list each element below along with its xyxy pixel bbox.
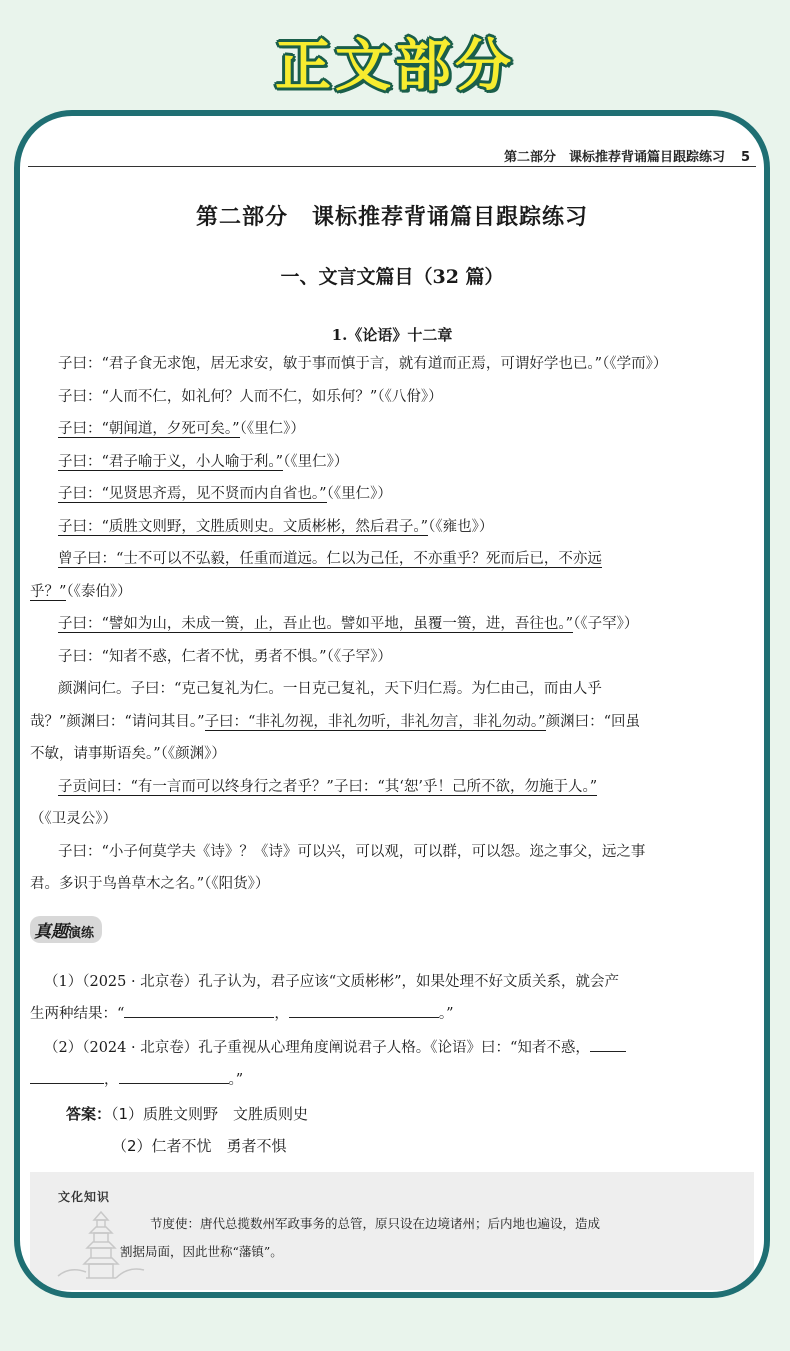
passage-line bbox=[30, 576, 750, 609]
passage-line bbox=[30, 478, 750, 511]
passage-text: 子曰：“君子食无求饱，居无求安，敏于事而慎于言，就有道而正焉，可谓好学也已。”（《学而》） bbox=[58, 356, 668, 372]
passage-text: 子曰：“小子何莫学夫《诗》？《诗》可以兴，可以观，可以群，可以怨。迩之事父，远之事 bbox=[58, 843, 646, 860]
underlined-text: 子曰：“非礼勿视，非礼勿听，非礼勿言，非礼勿动。” bbox=[204, 713, 546, 730]
question-1 bbox=[30, 966, 750, 1030]
passage-line bbox=[30, 543, 750, 576]
source-text: （《雍也》） bbox=[428, 518, 494, 535]
answer-text: （2）仁者不忧 勇者不惧 bbox=[112, 1137, 287, 1155]
underlined-text: 子曰：“朝闻道，夕死可矣。” bbox=[58, 421, 240, 437]
underlined-text: 子曰：“质胜文则野，文胜质则史。文质彬彬，然后君子。” bbox=[58, 518, 429, 535]
underlined-text: 子曰：“譬如为山，未成一篑，止，吾止也。譬如平地，虽覆一篑，进，吾往也。” bbox=[58, 616, 574, 632]
passage-line bbox=[30, 511, 750, 544]
question-punct: 。” bbox=[438, 1006, 454, 1022]
passage-line bbox=[30, 803, 750, 836]
running-header bbox=[504, 146, 750, 165]
culture-box bbox=[30, 1172, 754, 1290]
practice-tag bbox=[30, 916, 102, 943]
practice-tag-main: 真题 bbox=[34, 922, 68, 942]
answer-line-2 bbox=[112, 1130, 287, 1162]
passage-text: 颜渊曰：“回虽 bbox=[545, 713, 640, 730]
underlined-text: 子曰：“君子喻于义，小人喻于利。” bbox=[58, 453, 284, 470]
question-text: 生两种结果：“ bbox=[30, 1006, 125, 1022]
part-title bbox=[20, 200, 764, 231]
chapter-title: 1.《论语》十二章 bbox=[331, 326, 453, 344]
question-text: （1）（2025 · 北京卷）孔子认为，君子应该“文质彬彬”，如果处理不好文质关系，就会产 bbox=[44, 974, 620, 990]
banner-title: 正文部分 bbox=[275, 34, 515, 99]
passage-text: 颜渊问仁。子曰：“克己复礼为仁。一日克己复礼，天下归仁焉。为仁由己，而由人乎 bbox=[58, 681, 602, 697]
culture-text-1: 节度使：唐代总揽数州军政事务的总管，原只设在边境诸州；后内地也遍设，造成 bbox=[150, 1216, 601, 1231]
culture-text-2: 割据局面，因此世称“藩镇”。 bbox=[120, 1244, 283, 1259]
answer-blank[interactable] bbox=[119, 1069, 229, 1084]
passage-line bbox=[30, 706, 750, 739]
underlined-text: 曾子曰：“士不可以不弘毅，任重而道远。仁以为己任，不亦重乎？死而后已，不亦远 bbox=[58, 551, 602, 567]
underlined-text: 乎？” bbox=[30, 583, 67, 600]
passage-line bbox=[30, 608, 750, 641]
answer-blank[interactable] bbox=[590, 1037, 626, 1052]
passage-line bbox=[30, 413, 750, 446]
answer-text: （1）质胜文则野 文胜质则史 bbox=[111, 1105, 309, 1123]
culture-label: 文化知识 bbox=[58, 1190, 111, 1204]
passage-body bbox=[30, 348, 750, 901]
passage-line bbox=[30, 738, 750, 771]
question-2 bbox=[30, 1032, 750, 1096]
passage-text: 哉？”颜渊曰：“请问其目。” bbox=[30, 713, 205, 730]
passage-text: 不敏，请事斯语矣。”（《颜渊》） bbox=[30, 746, 226, 762]
section-title: 一、文言文篇目（32 篇） bbox=[280, 266, 504, 288]
passage-text: 君。多识于鸟兽草木之名。”（《阳货》） bbox=[30, 876, 270, 892]
underlined-text: 子曰：“见贤思齐焉，见不贤而内自省也。” bbox=[58, 486, 327, 502]
answer-label: 答案： bbox=[66, 1105, 112, 1123]
source-text: （《子罕》） bbox=[573, 616, 639, 632]
passage-line bbox=[30, 446, 750, 479]
part-title-b: 课标推荐背诵篇目跟踪练习 bbox=[312, 205, 589, 230]
part-title-a: 第二部分 bbox=[195, 205, 288, 230]
answer-line-1 bbox=[66, 1098, 308, 1130]
passage-line bbox=[30, 641, 750, 674]
running-title: 第二部分 课标推荐背诵篇目跟踪练习 bbox=[503, 150, 725, 165]
source-text: （《泰伯》） bbox=[66, 583, 132, 600]
question-punct: 。” bbox=[228, 1072, 244, 1088]
page-card bbox=[14, 110, 770, 1298]
source-text: （《里仁》） bbox=[283, 453, 349, 470]
answer-blank[interactable] bbox=[30, 1069, 104, 1084]
passage-line bbox=[30, 673, 750, 706]
passage-text: 子曰：“知者不惑，仁者不忧，勇者不惧。”（《子罕》） bbox=[58, 648, 392, 665]
source-text: （《卫灵公》） bbox=[30, 811, 117, 827]
passage-line bbox=[30, 348, 750, 381]
underlined-text: 子贡问曰：“有一言而可以终身行之者乎？”子曰：“其‘恕’乎！己所不欲，勿施于人。” bbox=[58, 778, 598, 795]
passage-line bbox=[30, 836, 750, 869]
header-rule bbox=[28, 166, 756, 167]
passage-line bbox=[30, 868, 750, 901]
practice-tag-sub: 演练 bbox=[68, 926, 95, 941]
answer-blank[interactable] bbox=[124, 1003, 274, 1018]
source-text: （《里仁》） bbox=[326, 486, 392, 502]
question-punct: ， bbox=[104, 1072, 119, 1088]
page-number: 5 bbox=[740, 150, 750, 165]
question-text: （2）（2024 · 北京卷）孔子重视从心理角度阐说君子人格。《论语》曰：“知者不惑， bbox=[44, 1040, 590, 1056]
question-punct: ， bbox=[274, 1006, 289, 1022]
passage-text: 子曰：“人而不仁，如礼何？人而不仁，如乐何？”（《八佾》） bbox=[58, 388, 443, 405]
passage-line bbox=[30, 381, 750, 414]
passage-line bbox=[30, 771, 750, 804]
answer-blank[interactable] bbox=[289, 1003, 439, 1018]
source-text: （《里仁》） bbox=[239, 421, 305, 437]
